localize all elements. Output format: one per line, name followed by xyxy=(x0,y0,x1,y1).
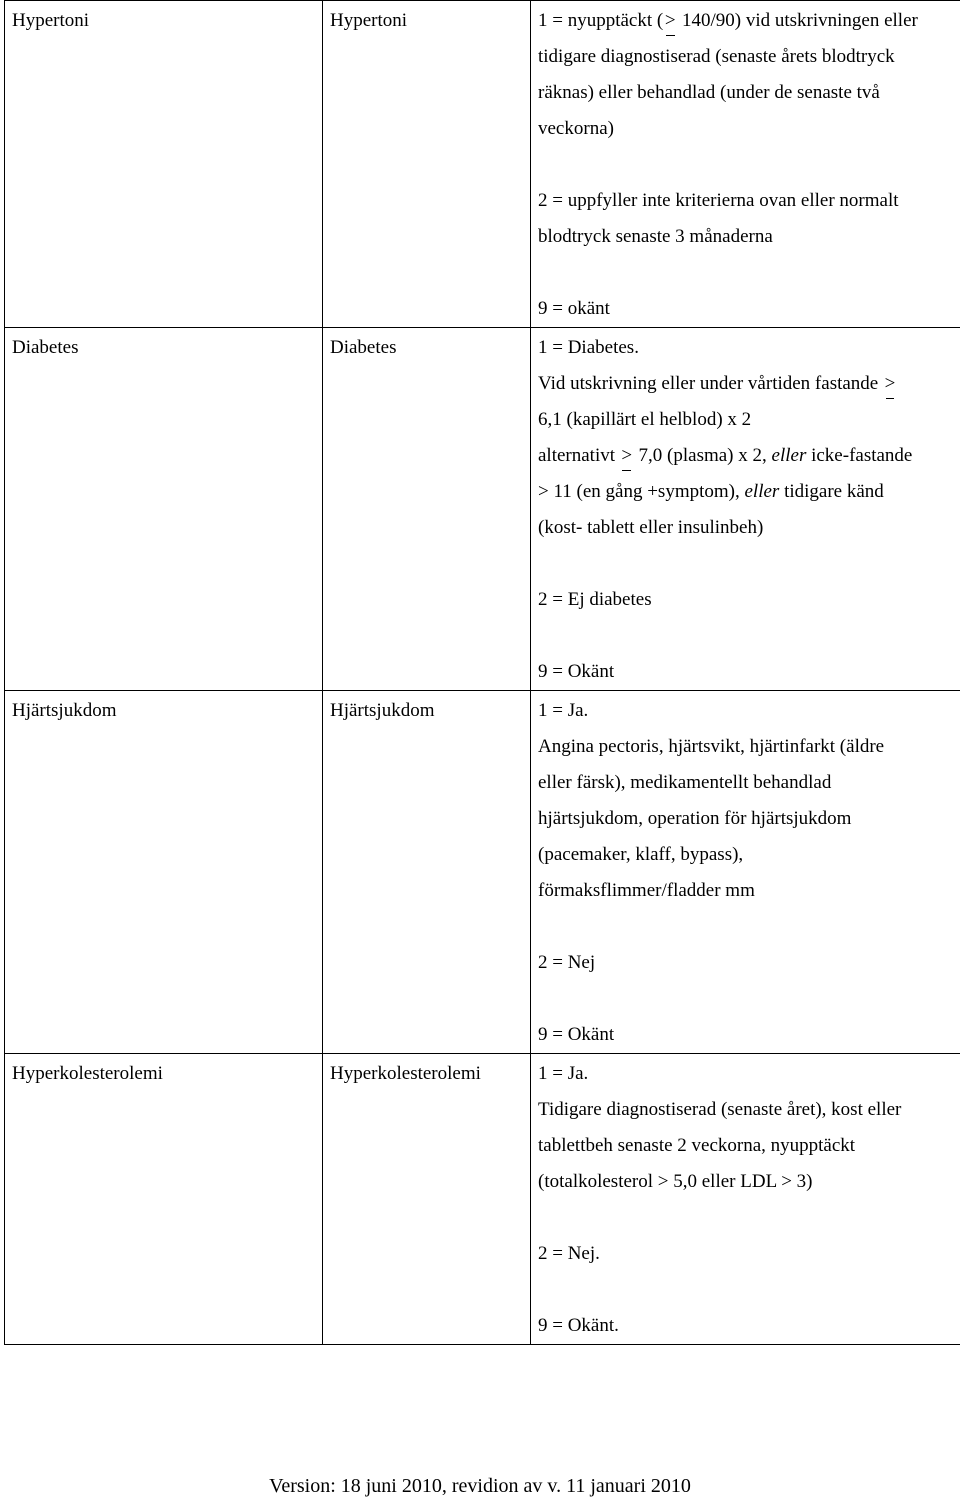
code-line: tablettbeh senaste 2 veckorna, nyupptäckt xyxy=(538,1128,954,1164)
code-line: Vid utskrivning eller under vårtiden fastande > xyxy=(538,366,954,402)
code-line: 2 = uppfyller inte kriterierna ovan eller normalt xyxy=(538,183,954,219)
variable-codes xyxy=(531,328,960,690)
code-line: 9 = Okänt. xyxy=(538,1308,954,1344)
greater-equal-symbol: > xyxy=(663,3,677,39)
table-row xyxy=(5,691,960,1054)
code-line: (kost- tablett eller insulinbeh) xyxy=(538,510,954,546)
code-line: förmaksflimmer/fladder mm xyxy=(538,873,954,909)
variable-label: Diabetes xyxy=(323,328,530,366)
code-line: 9 = Okänt xyxy=(538,1017,954,1053)
variable-label: Hyperkolesterolemi xyxy=(323,1054,530,1092)
code-line: 1 = Ja. xyxy=(538,693,954,729)
variable-codes-cell xyxy=(531,1,960,328)
code-line: Angina pectoris, hjärtsvikt, hjärtinfarkt (äldre xyxy=(538,729,954,765)
code-line: veckorna) xyxy=(538,111,954,147)
code-line: hjärtsjukdom, operation för hjärtsjukdom xyxy=(538,801,954,837)
variable-label-cell xyxy=(323,691,531,1054)
code-line: 2 = Nej. xyxy=(538,1236,954,1272)
code-line: eller färsk), medikamentellt behandlad xyxy=(538,765,954,801)
variable-codes-cell xyxy=(531,1054,960,1345)
code-line: (totalkolesterol > 5,0 eller LDL > 3) xyxy=(538,1164,954,1200)
variable-name-cell xyxy=(5,691,323,1054)
code-line: 2 = Ej diabetes xyxy=(538,582,954,618)
variable-name: Hyperkolesterolemi xyxy=(5,1054,322,1092)
variable-name: Hypertoni xyxy=(5,1,322,39)
variable-codes xyxy=(531,1,960,327)
variable-codes-cell xyxy=(531,691,960,1054)
code-line: blodtryck senaste 3 månaderna xyxy=(538,219,954,255)
table-row xyxy=(5,328,960,691)
variable-name: Hjärtsjukdom xyxy=(5,691,322,729)
table-row xyxy=(5,1,960,328)
code-line: räknas) eller behandlad (under de senaste två xyxy=(538,75,954,111)
code-line: 2 = Nej xyxy=(538,945,954,981)
code-line: 1 = Diabetes. xyxy=(538,330,954,366)
variable-codes-cell xyxy=(531,328,960,691)
variable-name-cell xyxy=(5,1054,323,1345)
page-footer: Version: 18 juni 2010, revidion av v. 11 januari 2010 xyxy=(0,1472,960,1500)
variable-name: Diabetes xyxy=(5,328,322,366)
variable-label-cell xyxy=(323,1,531,328)
code-line: 6,1 (kapillärt el helblod) x 2 xyxy=(538,402,954,438)
variable-codes xyxy=(531,1054,960,1344)
code-line: (pacemaker, klaff, bypass), xyxy=(538,837,954,873)
code-line: 1 = nyupptäckt (> 140/90) vid utskrivningen eller xyxy=(538,3,954,39)
variable-name-cell xyxy=(5,1,323,328)
code-line: > 11 (en gång +symptom), eller tidigare känd xyxy=(538,474,954,510)
code-line: 9 = Okänt xyxy=(538,654,954,690)
greater-equal-symbol: > xyxy=(883,366,897,402)
code-line: 9 = okänt xyxy=(538,291,954,327)
code-line: alternativt > 7,0 (plasma) x 2, eller icke-fastande xyxy=(538,438,954,474)
greater-equal-symbol: > xyxy=(620,438,634,474)
variable-label: Hypertoni xyxy=(323,1,530,39)
variable-name-cell xyxy=(5,328,323,691)
variables-table xyxy=(4,0,960,1345)
variable-label: Hjärtsjukdom xyxy=(323,691,530,729)
variable-label-cell xyxy=(323,1054,531,1345)
table-row xyxy=(5,1054,960,1345)
code-line: 1 = Ja. xyxy=(538,1056,954,1092)
code-line: Tidigare diagnostiserad (senaste året), kost eller xyxy=(538,1092,954,1128)
code-line: tidigare diagnostiserad (senaste årets blodtryck xyxy=(538,39,954,75)
variable-codes xyxy=(531,691,960,1053)
variable-label-cell xyxy=(323,328,531,691)
